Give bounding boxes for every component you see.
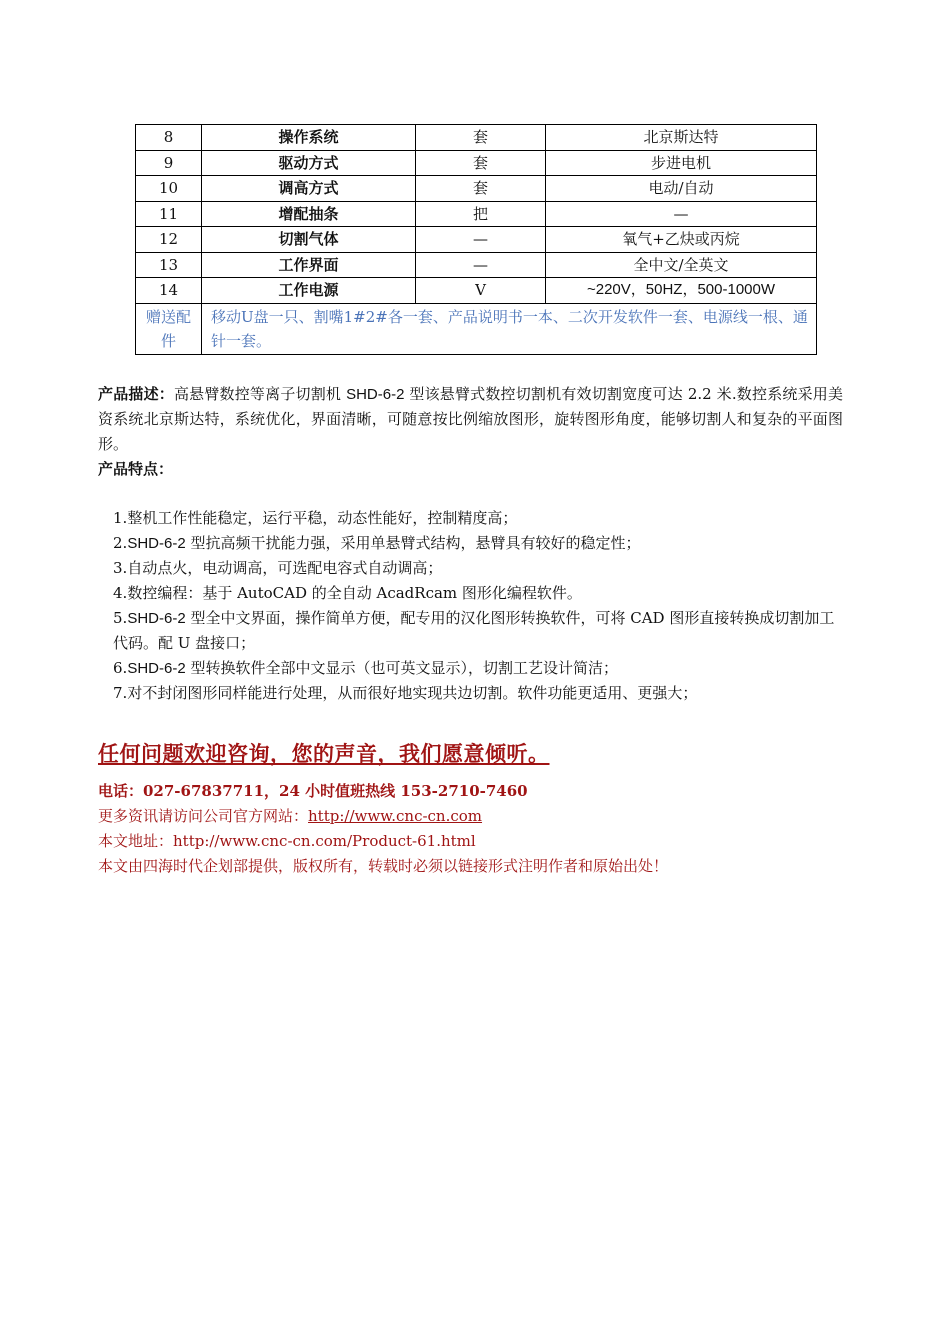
feature-number: 3. [113,559,128,577]
feature-item [113,531,843,556]
row-item-name: 增配抽条 [202,201,416,227]
table-row [136,176,817,202]
feature-model: SHD-6-2 [127,535,186,552]
row-number: 8 [136,125,202,151]
feature-item [113,681,843,706]
feature-text: 型全中文界面，操作简单方便，配专用的汉化图形转换软件，可将 CAD 图形直接转换成切割加工代码。配 U 盘接口； [113,609,835,652]
row-item-name: 操作系统 [202,125,416,151]
website-label: 更多资讯请访问公司官方网站： [98,807,309,825]
feature-item [113,581,843,606]
contact-address: 本文地址：http://www.cnc-cn.com/Product-61.html [98,832,476,850]
row-unit: 套 [416,176,546,202]
row-number: 10 [136,176,202,202]
row-unit: — [416,227,546,253]
feature-number: 4. [113,584,128,602]
table-row [136,252,817,278]
feature-item [113,606,843,656]
accessories-row [136,303,817,354]
row-unit: V [416,278,546,304]
row-unit: — [416,252,546,278]
row-item-name: 工作电源 [202,278,416,304]
description-label: 产品描述： [98,385,174,403]
website-link[interactable]: http://www.cnc-cn.com [308,807,483,825]
row-unit: 套 [416,125,546,151]
row-spec: 氧气+乙炔或丙烷 [546,227,817,253]
feature-number: 1. [113,509,128,527]
table-row [136,201,817,227]
row-unit: 套 [416,150,546,176]
row-item-name: 工作界面 [202,252,416,278]
features-title-text: 产品特点： [98,460,174,478]
feature-text: 整机工作性能稳定，运行平稳，动态性能好，控制精度高； [127,509,518,527]
table-row [136,227,817,253]
feature-text: 数控编程：基于 AutoCAD 的全自动 AcadRcam 图形化编程软件。 [127,584,582,602]
row-unit: 把 [416,201,546,227]
row-number: 11 [136,201,202,227]
table-row [136,150,817,176]
row-spec: ~220V，50HZ，500-1000W [546,278,817,304]
feature-text: 型抗高频干扰能力强，采用单悬臂式结构，悬臂具有较好的稳定性； [185,534,641,552]
row-number: 14 [136,278,202,304]
contact-slogan [98,738,556,768]
product-description [98,382,843,457]
contact-phone: 电话：027-67837711，24 小时值班热线 153-2710-7460 [98,782,528,800]
row-spec: 全中文/全英文 [546,252,817,278]
feature-item [113,656,843,681]
feature-text: 型转换软件全部中文显示（也可英文显示），切割工艺设计简洁； [185,659,618,677]
feature-text: 自动点火，电动调高，可选配电容式自动调高； [127,559,443,577]
feature-number: 6. [113,659,128,677]
features-list [113,506,843,706]
row-number: 9 [136,150,202,176]
feature-model: SHD-6-2 [127,660,186,677]
row-number: 12 [136,227,202,253]
description-text-a: 高悬臂数控等离子切割机 [173,385,347,403]
row-spec: 电动/自动 [546,176,817,202]
spec-table [135,124,817,355]
row-number: 13 [136,252,202,278]
table-row [136,125,817,151]
row-spec: 北京斯达特 [546,125,817,151]
spec-table-body [136,125,817,355]
feature-item [113,556,843,581]
feature-item [113,506,843,531]
feature-text: 对不封闭图形同样能进行处理，从而很好地实现共边切割。软件功能更适用、更强大； [127,684,698,702]
feature-number: 7. [113,684,128,702]
accessories-text: 移动U盘一只、割嘴1#2#各一套、产品说明书一本、二次开发软件一套、电源线一根、通针一套。 [202,303,817,354]
contact-block [98,779,668,879]
description-model: SHD-6-2 [346,386,405,403]
row-item-name: 切割气体 [202,227,416,253]
feature-number: 2. [113,534,128,552]
contact-copyright: 本文由四海时代企划部提供，版权所有，转载时必须以链接形式注明作者和原始出处！ [98,857,669,875]
feature-model: SHD-6-2 [127,610,186,627]
table-row [136,278,817,304]
description-text-b: 型该悬臂式数控切割机有效切割宽度可达 2.2 米.数控系统采用美资系统北京斯达特，系统优化，界面清晰，可随意按比例缩放图形，旋转图形角度，能够切割人和复杂的平面图形。 [98,385,843,453]
row-spec: — [546,201,817,227]
row-item-name: 驱动方式 [202,150,416,176]
row-item-name: 调高方式 [202,176,416,202]
features-title [98,457,173,482]
slogan-text: 任何问题欢迎咨询，您的声音，我们愿意倾听。 [98,741,550,766]
accessories-label: 赠送配件 [136,303,202,354]
row-spec: 步进电机 [546,150,817,176]
contact-website-line [98,804,668,829]
feature-number: 5. [113,609,128,627]
